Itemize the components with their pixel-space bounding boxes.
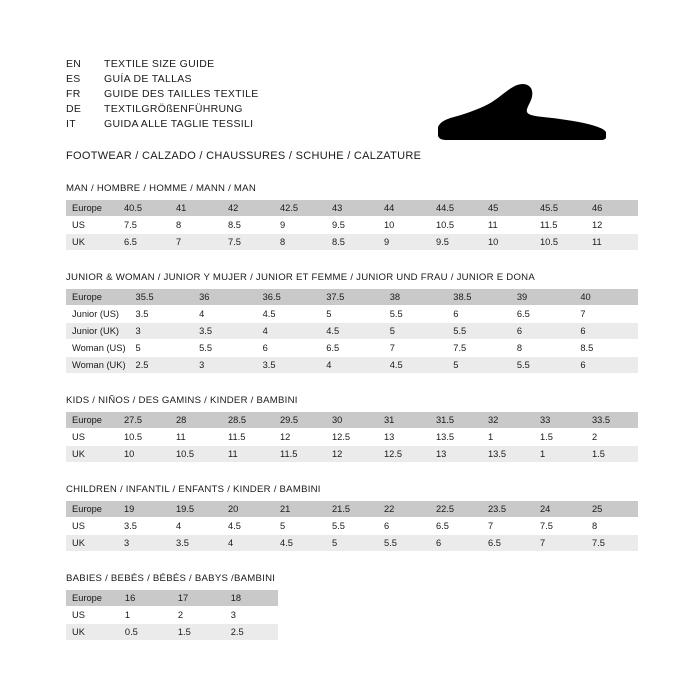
cell: 25 (586, 501, 638, 518)
cell: 8 (274, 234, 326, 251)
cell: 19 (118, 501, 170, 518)
cell: 11 (586, 234, 638, 251)
table-row (66, 217, 638, 234)
table-row (66, 429, 638, 446)
cell: 5.5 (193, 340, 257, 357)
cell: 27.5 (118, 412, 170, 429)
size-block-children (66, 484, 638, 552)
language-code: DE (66, 103, 82, 115)
cell: 3.5 (118, 518, 170, 535)
cell: 10 (482, 234, 534, 251)
cell: 12.5 (326, 429, 378, 446)
cell: 5 (384, 323, 448, 340)
size-block-title: MAN / HOMBRE / HOMME / MANN / MAN (66, 183, 257, 194)
cell: 6 (257, 340, 321, 357)
cell: 9 (378, 234, 430, 251)
language-row (66, 73, 259, 88)
cell: 4.5 (320, 323, 384, 340)
row-label: Europe (66, 289, 130, 306)
row-label: Europe (66, 200, 118, 217)
language-row (66, 118, 259, 133)
table-row (66, 535, 638, 552)
cell: 3 (118, 535, 170, 552)
cell: 45 (482, 200, 534, 217)
row-label: Europe (66, 501, 118, 518)
cell: 24 (534, 501, 586, 518)
cell: 11.5 (274, 446, 326, 463)
table-row (66, 289, 638, 306)
cell: 1.5 (534, 429, 586, 446)
cell: 42 (222, 200, 274, 217)
cell: 5.5 (326, 518, 378, 535)
cell: 11.5 (534, 217, 586, 234)
cell: 4.5 (257, 306, 321, 323)
cell: 1 (482, 429, 534, 446)
cell: 43 (326, 200, 378, 217)
cell: 7 (482, 518, 534, 535)
cell: 16 (119, 590, 172, 607)
language-code: EN (66, 58, 82, 70)
cell: 5.5 (447, 323, 511, 340)
language-title-list (66, 58, 259, 133)
row-label: Woman (UK) (66, 357, 130, 374)
cell: 13 (430, 446, 482, 463)
cell: 2.5 (130, 357, 194, 374)
table-row (66, 357, 638, 374)
language-code: ES (66, 73, 81, 85)
language-row (66, 88, 259, 103)
cell: 6 (574, 357, 638, 374)
footwear-category-title: FOOTWEAR / CALZADO / CHAUSSURES / SCHUHE / CALZATURE (66, 150, 422, 162)
row-label: US (66, 607, 119, 624)
cell: 44 (378, 200, 430, 217)
cell: 6.5 (118, 234, 170, 251)
cell: 11.5 (222, 429, 274, 446)
dress-shoe-icon (430, 80, 620, 148)
size-table-body (66, 200, 638, 251)
cell: 6.5 (430, 518, 482, 535)
cell: 7 (384, 340, 448, 357)
cell: 46 (586, 200, 638, 217)
cell: 1.5 (586, 446, 638, 463)
cell: 7 (574, 306, 638, 323)
size-table-body (66, 412, 638, 463)
language-row (66, 103, 259, 118)
cell: 10 (378, 217, 430, 234)
cell: 4.5 (222, 518, 274, 535)
cell: 30 (326, 412, 378, 429)
cell: 10 (118, 446, 170, 463)
table-row (66, 200, 638, 217)
cell: 18 (225, 590, 278, 607)
cell: 7.5 (586, 535, 638, 552)
size-table-body (66, 590, 278, 641)
cell: 9.5 (326, 217, 378, 234)
size-block-title: JUNIOR & WOMAN / JUNIOR Y MUJER / JUNIOR ET FEMME / JUNIOR UND FRAU / JUNIOR E DONA (66, 272, 536, 283)
cell: 21 (274, 501, 326, 518)
size-table-body (66, 501, 638, 552)
cell: 31 (378, 412, 430, 429)
cell: 4 (320, 357, 384, 374)
row-label: US (66, 429, 118, 446)
table-row (66, 446, 638, 463)
cell: 8.5 (326, 234, 378, 251)
cell: 37.5 (320, 289, 384, 306)
cell: 7.5 (447, 340, 511, 357)
cell: 7.5 (118, 217, 170, 234)
cell: 3.5 (170, 535, 222, 552)
size-table-man (66, 199, 638, 251)
cell: 36.5 (257, 289, 321, 306)
table-row (66, 590, 278, 607)
row-label: UK (66, 446, 118, 463)
row-label: Europe (66, 590, 119, 607)
cell: 10.5 (170, 446, 222, 463)
cell: 29.5 (274, 412, 326, 429)
cell: 8.5 (574, 340, 638, 357)
cell: 13.5 (430, 429, 482, 446)
cell: 5 (447, 357, 511, 374)
cell: 38 (384, 289, 448, 306)
cell: 28.5 (222, 412, 274, 429)
size-table-body (66, 289, 638, 374)
cell: 17 (172, 590, 225, 607)
row-label: US (66, 217, 118, 234)
table-row (66, 306, 638, 323)
table-row (66, 323, 638, 340)
cell: 10.5 (430, 217, 482, 234)
language-title: GUIDE DES TAILLES TEXTILE (104, 88, 259, 100)
cell: 4 (170, 518, 222, 535)
cell: 36 (193, 289, 257, 306)
cell: 6.5 (511, 306, 575, 323)
cell: 8.5 (222, 217, 274, 234)
size-table-children (66, 500, 638, 552)
cell: 8 (170, 217, 222, 234)
cell: 6 (430, 535, 482, 552)
cell: 5 (320, 306, 384, 323)
cell: 40 (574, 289, 638, 306)
cell: 19.5 (170, 501, 222, 518)
cell: 6 (574, 323, 638, 340)
cell: 22.5 (430, 501, 482, 518)
cell: 9 (274, 217, 326, 234)
language-row (66, 58, 259, 73)
cell: 6 (378, 518, 430, 535)
row-label: Junior (US) (66, 306, 130, 323)
cell: 3 (225, 607, 278, 624)
language-title-list-body (66, 58, 259, 133)
cell: 3 (130, 323, 194, 340)
cell: 4 (222, 535, 274, 552)
cell: 3.5 (193, 323, 257, 340)
cell: 32 (482, 412, 534, 429)
cell: 35.5 (130, 289, 194, 306)
language-title: TEXTILGRÖßENFÜHRUNG (104, 103, 243, 115)
size-block-title: BABIES / BEBÉS / BÉBÉS / BABYS /BAMBINI (66, 573, 276, 584)
cell: 42.5 (274, 200, 326, 217)
cell: 12.5 (378, 446, 430, 463)
cell: 11 (222, 446, 274, 463)
page-header (66, 58, 638, 162)
cell: 5 (326, 535, 378, 552)
cell: 21.5 (326, 501, 378, 518)
cell: 4 (193, 306, 257, 323)
cell: 2 (586, 429, 638, 446)
cell: 40.5 (118, 200, 170, 217)
table-row (66, 501, 638, 518)
size-table-kids (66, 411, 638, 463)
cell: 10.5 (534, 234, 586, 251)
size-block-title: KIDS / NIÑOS / DES GAMINS / KINDER / BAMBINI (66, 395, 298, 406)
table-row (66, 607, 278, 624)
cell: 5.5 (378, 535, 430, 552)
cell: 6.5 (320, 340, 384, 357)
cell: 7.5 (534, 518, 586, 535)
cell: 7.5 (222, 234, 274, 251)
size-block-kids (66, 395, 638, 463)
cell: 3.5 (257, 357, 321, 374)
cell: 2 (172, 607, 225, 624)
cell: 8 (511, 340, 575, 357)
cell: 33.5 (586, 412, 638, 429)
cell: 23.5 (482, 501, 534, 518)
table-row (66, 234, 638, 251)
language-code: FR (66, 88, 81, 100)
cell: 20 (222, 501, 274, 518)
cell: 4.5 (274, 535, 326, 552)
row-label: Junior (UK) (66, 323, 130, 340)
cell: 4.5 (384, 357, 448, 374)
table-row (66, 412, 638, 429)
cell: 1.5 (172, 624, 225, 641)
cell: 12 (586, 217, 638, 234)
cell: 33 (534, 412, 586, 429)
cell: 5 (130, 340, 194, 357)
row-label: US (66, 518, 118, 535)
cell: 4 (257, 323, 321, 340)
cell: 5 (274, 518, 326, 535)
row-label: Europe (66, 412, 118, 429)
cell: 11 (170, 429, 222, 446)
cell: 11 (482, 217, 534, 234)
cell: 1 (534, 446, 586, 463)
cell: 9.5 (430, 234, 482, 251)
cell: 6 (511, 323, 575, 340)
size-table-babies (66, 589, 278, 641)
cell: 12 (326, 446, 378, 463)
row-label: UK (66, 535, 118, 552)
language-title: GUÍA DE TALLAS (104, 73, 192, 85)
cell: 0.5 (119, 624, 172, 641)
cell: 3.5 (130, 306, 194, 323)
row-label: Woman (US) (66, 340, 130, 357)
table-row (66, 518, 638, 535)
cell: 10.5 (118, 429, 170, 446)
language-code: IT (66, 118, 76, 130)
language-title: GUIDA ALLE TAGLIE TESSILI (104, 118, 254, 130)
row-label: UK (66, 234, 118, 251)
cell: 5.5 (384, 306, 448, 323)
size-block-babies (66, 573, 638, 641)
cell: 3 (193, 357, 257, 374)
cell: 28 (170, 412, 222, 429)
cell: 12 (274, 429, 326, 446)
cell: 13.5 (482, 446, 534, 463)
cell: 7 (534, 535, 586, 552)
size-block-title: CHILDREN / INFANTIL / ENFANTS / KINDER / BAMBINI (66, 484, 321, 495)
cell: 38.5 (447, 289, 511, 306)
cell: 7 (170, 234, 222, 251)
cell: 41 (170, 200, 222, 217)
cell: 39 (511, 289, 575, 306)
size-table-junior-woman (66, 288, 638, 374)
language-title: TEXTILE SIZE GUIDE (104, 58, 215, 70)
row-label: UK (66, 624, 119, 641)
cell: 1 (119, 607, 172, 624)
cell: 5.5 (511, 357, 575, 374)
cell: 2.5 (225, 624, 278, 641)
cell: 6 (447, 306, 511, 323)
cell: 6.5 (482, 535, 534, 552)
cell: 31.5 (430, 412, 482, 429)
cell: 8 (586, 518, 638, 535)
cell: 45.5 (534, 200, 586, 217)
cell: 22 (378, 501, 430, 518)
size-block-junior-woman (66, 272, 638, 374)
cell: 13 (378, 429, 430, 446)
cell: 44.5 (430, 200, 482, 217)
size-block-man (66, 183, 638, 251)
table-row (66, 340, 638, 357)
table-row (66, 624, 278, 641)
